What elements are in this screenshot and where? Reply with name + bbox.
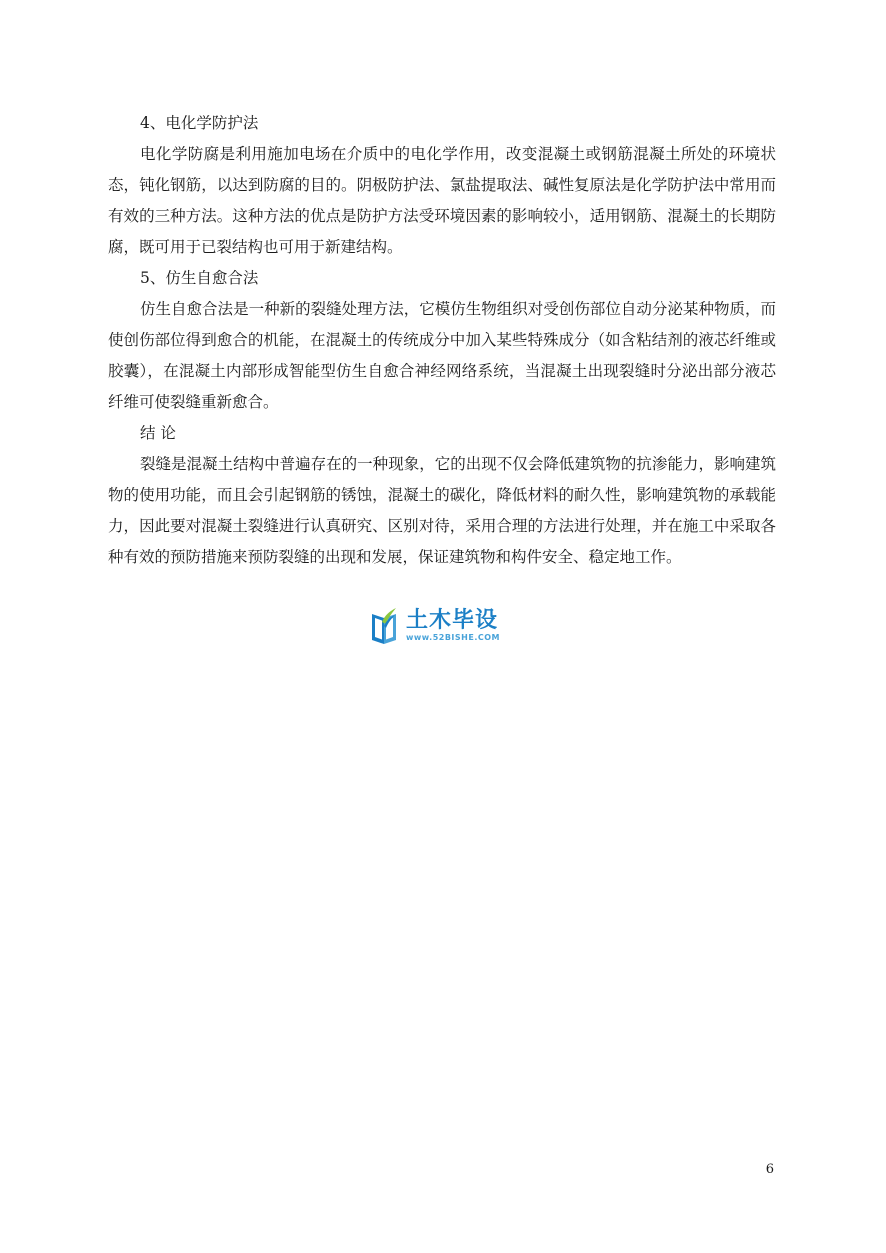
section-paragraph: 裂缝是混凝土结构中普遍存在的一种现象，它的出现不仅会降低建筑物的抗渗能力，影响建筑物的使用功能，而且会引起钢筋的锈蚀，混凝土的碳化，降低材料的耐久性，影响建筑物的承载能力，因此要对混凝土裂缝进行认真研究、区别对待，采用合理的方法进行处理，并在施工中采取各种有效的预防措施来预防裂缝的出现和发展，保证建筑物和构件安全、稳定地工作。 [108,455,776,566]
section-paragraph: 仿生自愈合法是一种新的裂缝处理方法，它模仿生物组织对受创伤部位自动分泌某种物质，而使创伤部位得到愈合的机能，在混凝土的传统成分中加入某些特殊成分（如含粘结剂的液芯纤维或胶囊），在混凝土内部形成智能型仿生自愈合神经网络系统，当混凝土出现裂缝时分泌出部分液芯纤维可使裂缝重新愈合。 [108,300,776,411]
book-logo-icon [368,606,400,646]
logo-name: 土木毕设 [406,608,499,633]
logo-text [406,609,500,643]
section-heading: 结 论 [140,424,176,442]
section-heading: 5、仿生自愈合法 [140,269,259,287]
section-conclusion [108,418,776,573]
section-paragraph: 电化学防腐是利用施加电场在介质中的电化学作用，改变混凝土或钢筋混凝土所处的环境状态，钝化钢筋，以达到防腐的目的。阴极防护法、氯盐提取法、碱性复原法是化学防护法中常用而有效的三种方法。这种方法的优点是防护方法受环境因素的影响较小，适用钢筋、混凝土的长期防腐，既可用于已裂结构也可用于新建结构。 [108,145,776,256]
site-logo [368,604,524,648]
logo-url: www.52BISHE.COM [406,633,500,642]
section-heading: 4、电化学防护法 [140,114,259,132]
page-number: 6 [765,1162,774,1177]
document-body [108,108,776,573]
section-electrochemical [108,108,776,263]
section-self-healing [108,263,776,418]
